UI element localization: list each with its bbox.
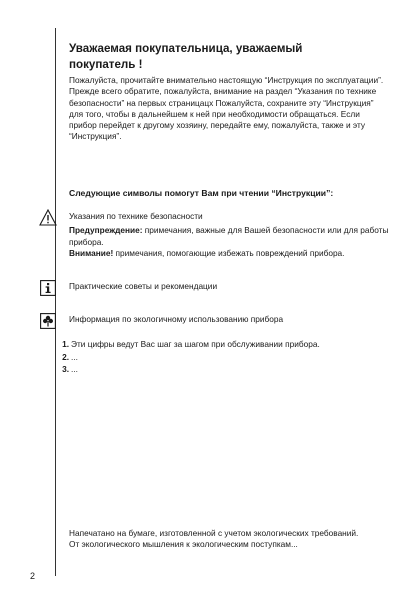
step-text: ... (71, 351, 78, 362)
warning-text: примечания, важные для Вашей безопасности или для работы прибора. (69, 225, 389, 247)
intro-paragraph-1: Пожалуйста, прочитайте внимательно настоящую “Инструкция по эксплуатации”. (69, 75, 384, 85)
steps-list (55, 338, 395, 376)
warning-term: Предупреждение: (69, 225, 143, 236)
margin-rule (55, 28, 56, 576)
safety-label: Указания по технике безопасности (69, 211, 203, 221)
step-text: Эти цифры ведут Вас шаг за шагом при обслуживании прибора. (71, 339, 320, 349)
attention-term: Внимание! (69, 247, 114, 258)
step-number: 3. (62, 364, 69, 374)
footer-line-1: Напечатано на бумаге, изготовленной с учетом экологических требований. (69, 528, 359, 538)
step-number: 1. (62, 339, 69, 349)
list-item (55, 338, 395, 351)
list-item (55, 363, 395, 376)
step-text: ... (71, 364, 78, 374)
clover-icon (38, 311, 58, 331)
footer-line-2: От экологического мышления к экологическим поступкам... (69, 539, 298, 550)
footer-note (69, 528, 389, 551)
safety-section (69, 211, 389, 259)
page-number: 2 (30, 571, 36, 581)
attention-note (69, 248, 389, 259)
title-line-1: Уважаемая покупательница, уважаемый (69, 42, 303, 55)
list-item (55, 351, 395, 364)
page-title (69, 41, 389, 73)
eco-section (69, 314, 389, 325)
symbols-heading: Следующие символы помогут Вам при чтении “Инструкции”: (69, 188, 334, 198)
title-line-2: покупатель ! (69, 58, 143, 71)
warning-note (69, 225, 389, 248)
tips-section (69, 281, 389, 292)
step-number: 2. (62, 351, 69, 362)
eco-label: Информация по экологичному использованию прибора (69, 314, 284, 324)
warning-triangle-icon (38, 207, 58, 227)
info-icon (38, 278, 58, 298)
intro-paragraph-2: Прежде всего обратите, пожалуйста, внимание на раздел “Указания по технике безопасности” на первых страницацх Пожалуйста, сохраните эту “Инструкция” для того, чтобы в дальнейшем к ней при необходимости обращаться. Если прибор перейдет к другому хозяину, передайте ему, пожалуйста, также и эту “Инструкция”. (69, 86, 377, 142)
attention-text: примечания, помогающие избежать повреждений прибора. (113, 247, 345, 258)
tips-label: Практические советы и рекомендации (69, 281, 218, 291)
intro-text (69, 75, 389, 143)
